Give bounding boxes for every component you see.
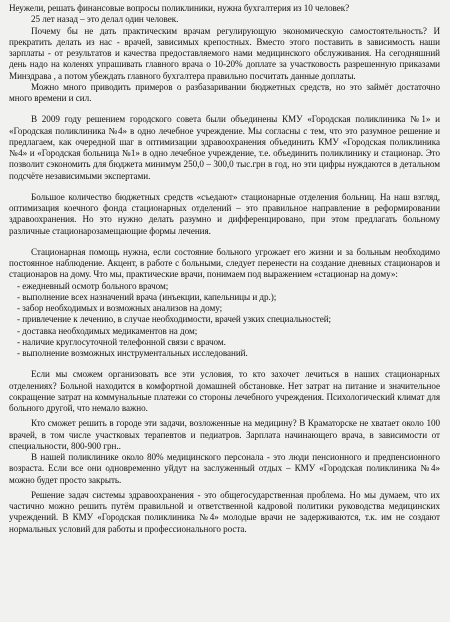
intro-answer: 25 лет назад – это делал один человек.	[31, 14, 179, 25]
paragraph-5: Стационарная помощь нужна, если состояние больного угрожает его жизни и за больным необходимо постоянное наблюдение. Акцент, в работе с больными, следует перенести на создание дневных стационаров и стационаров на дому. Что мы, практические врачи, понимаем под выражением «стационар на дому»:	[9, 246, 440, 280]
intro-question: Неужели, решать финансовые вопросы поликлиники, нужна бухгалтерия из 10 человек?	[9, 3, 350, 13]
paragraph-6: Если мы сможем организовать все эти условия, то кто захочет лечиться в наших стационарных отделениях? Больной находится в комфортной домашней обстановке. Нет затрат на питание и значительное сокращение затрат на коммунальные платежи со стороны лечебного учреждения. Психологический климат для больного другой, что немало важно.	[9, 369, 440, 413]
paragraph-7: Кто сможет решить в городе эти задачи, возложенные на медицину? В Краматорске не хватает около 100 врачей, в том числе участковых терапевтов и педиатров. Зарплата начинающего врача, в зависимости от специальности, 800-900 грн..	[9, 418, 440, 451]
paragraph-2: Можно много приводить примеров о разбазаривании бюджетных средств, но это займёт достаточно много времени и сил.	[9, 81, 440, 103]
home-hospital-list	[9, 281, 440, 360]
list-item: - доставка необходимых медикаментов на дом;	[17, 325, 198, 336]
list-item: - привлечение к лечению, в случае необходимости, врачей узких специальностей;	[17, 314, 332, 325]
paragraph-1: Почему бы не дать практическим врачам регулирующую экономическую самостоятельность? И прекратить делать из нас - врачей, зависимых крепостных. Вместо этого поставить в зависимость наши зарплаты - от результатов и качества предоставляемого нами медицинского обслуживания. На сегодняшний день надо на коленях упрашивать главного врача о 10-20% доплате за участковость разрешенную приказами Минздрава , а потом убеждать главного бухгалтера правильно посчитать данные доплаты.	[9, 25, 440, 81]
paragraph-9: Решение задач системы здравоохранения - это общегосударственная проблема. Но мы думаем, что их частично можно решить путём правильной и ответственной кадровой политики руководства медицинских учреждений. В КМУ «Городская поликлиника №4» молодые врачи не задерживаются, т.к. им не создают нормальных условий для работы и профессионального роста.	[9, 489, 440, 534]
list-item: - выполнение всех назначений врача (инъекции, капельницы и др.);	[17, 291, 277, 302]
list-item: - наличие круглосуточной телефонной связи с врачом.	[17, 336, 226, 347]
paragraph-8: В нашей поликлинике около 80% медицинского персонала - это люди пенсионного и предпенсионного возраста. Если все они одновременно уйдут на заслуженный отдых – КМУ «Городская поликлиника №4» можно будет просто закрыть.	[9, 452, 440, 485]
paragraph-3: В 2009 году решением городского совета были объединены КМУ «Городская поликлиника №1» и «Городская поликлиника №4» в одно лечебное учреждение. Мы согласны с тем, что это разумное решение и предлагаем, как очередной шаг в оптимизации здравоохранения объединить КМУ «Городская поликлиника №4» и «Городская больница №1» в одно лечебное учреждение, т.е. объединить поликлинику и стационар. Это позволит сэкономить для бюджета минимум 250,0 – 300,0 тыс.грн в год, но эти цифры нуждаются в детальном подсчёте независимыми экспертами.	[9, 114, 440, 181]
paragraph-4: Большое количество бюджетных средств «съедают» стационарные отделения больниц. На наш взгляд, оптимизация коечного фонда стационарных отделений – это правильное направление в реформировании здравоохранения. Но это нужно делать разумно и дифференцировано, при этом предлагать больному различные стационарозамещающие формы лечения.	[9, 191, 440, 236]
list-item: - забор необходимых и возможных анализов на дому;	[17, 303, 223, 313]
list-item: - ежедневный осмотр больного врачом;	[17, 280, 169, 291]
list-item: - выполнение возможных инструментальных исследований.	[17, 348, 248, 358]
